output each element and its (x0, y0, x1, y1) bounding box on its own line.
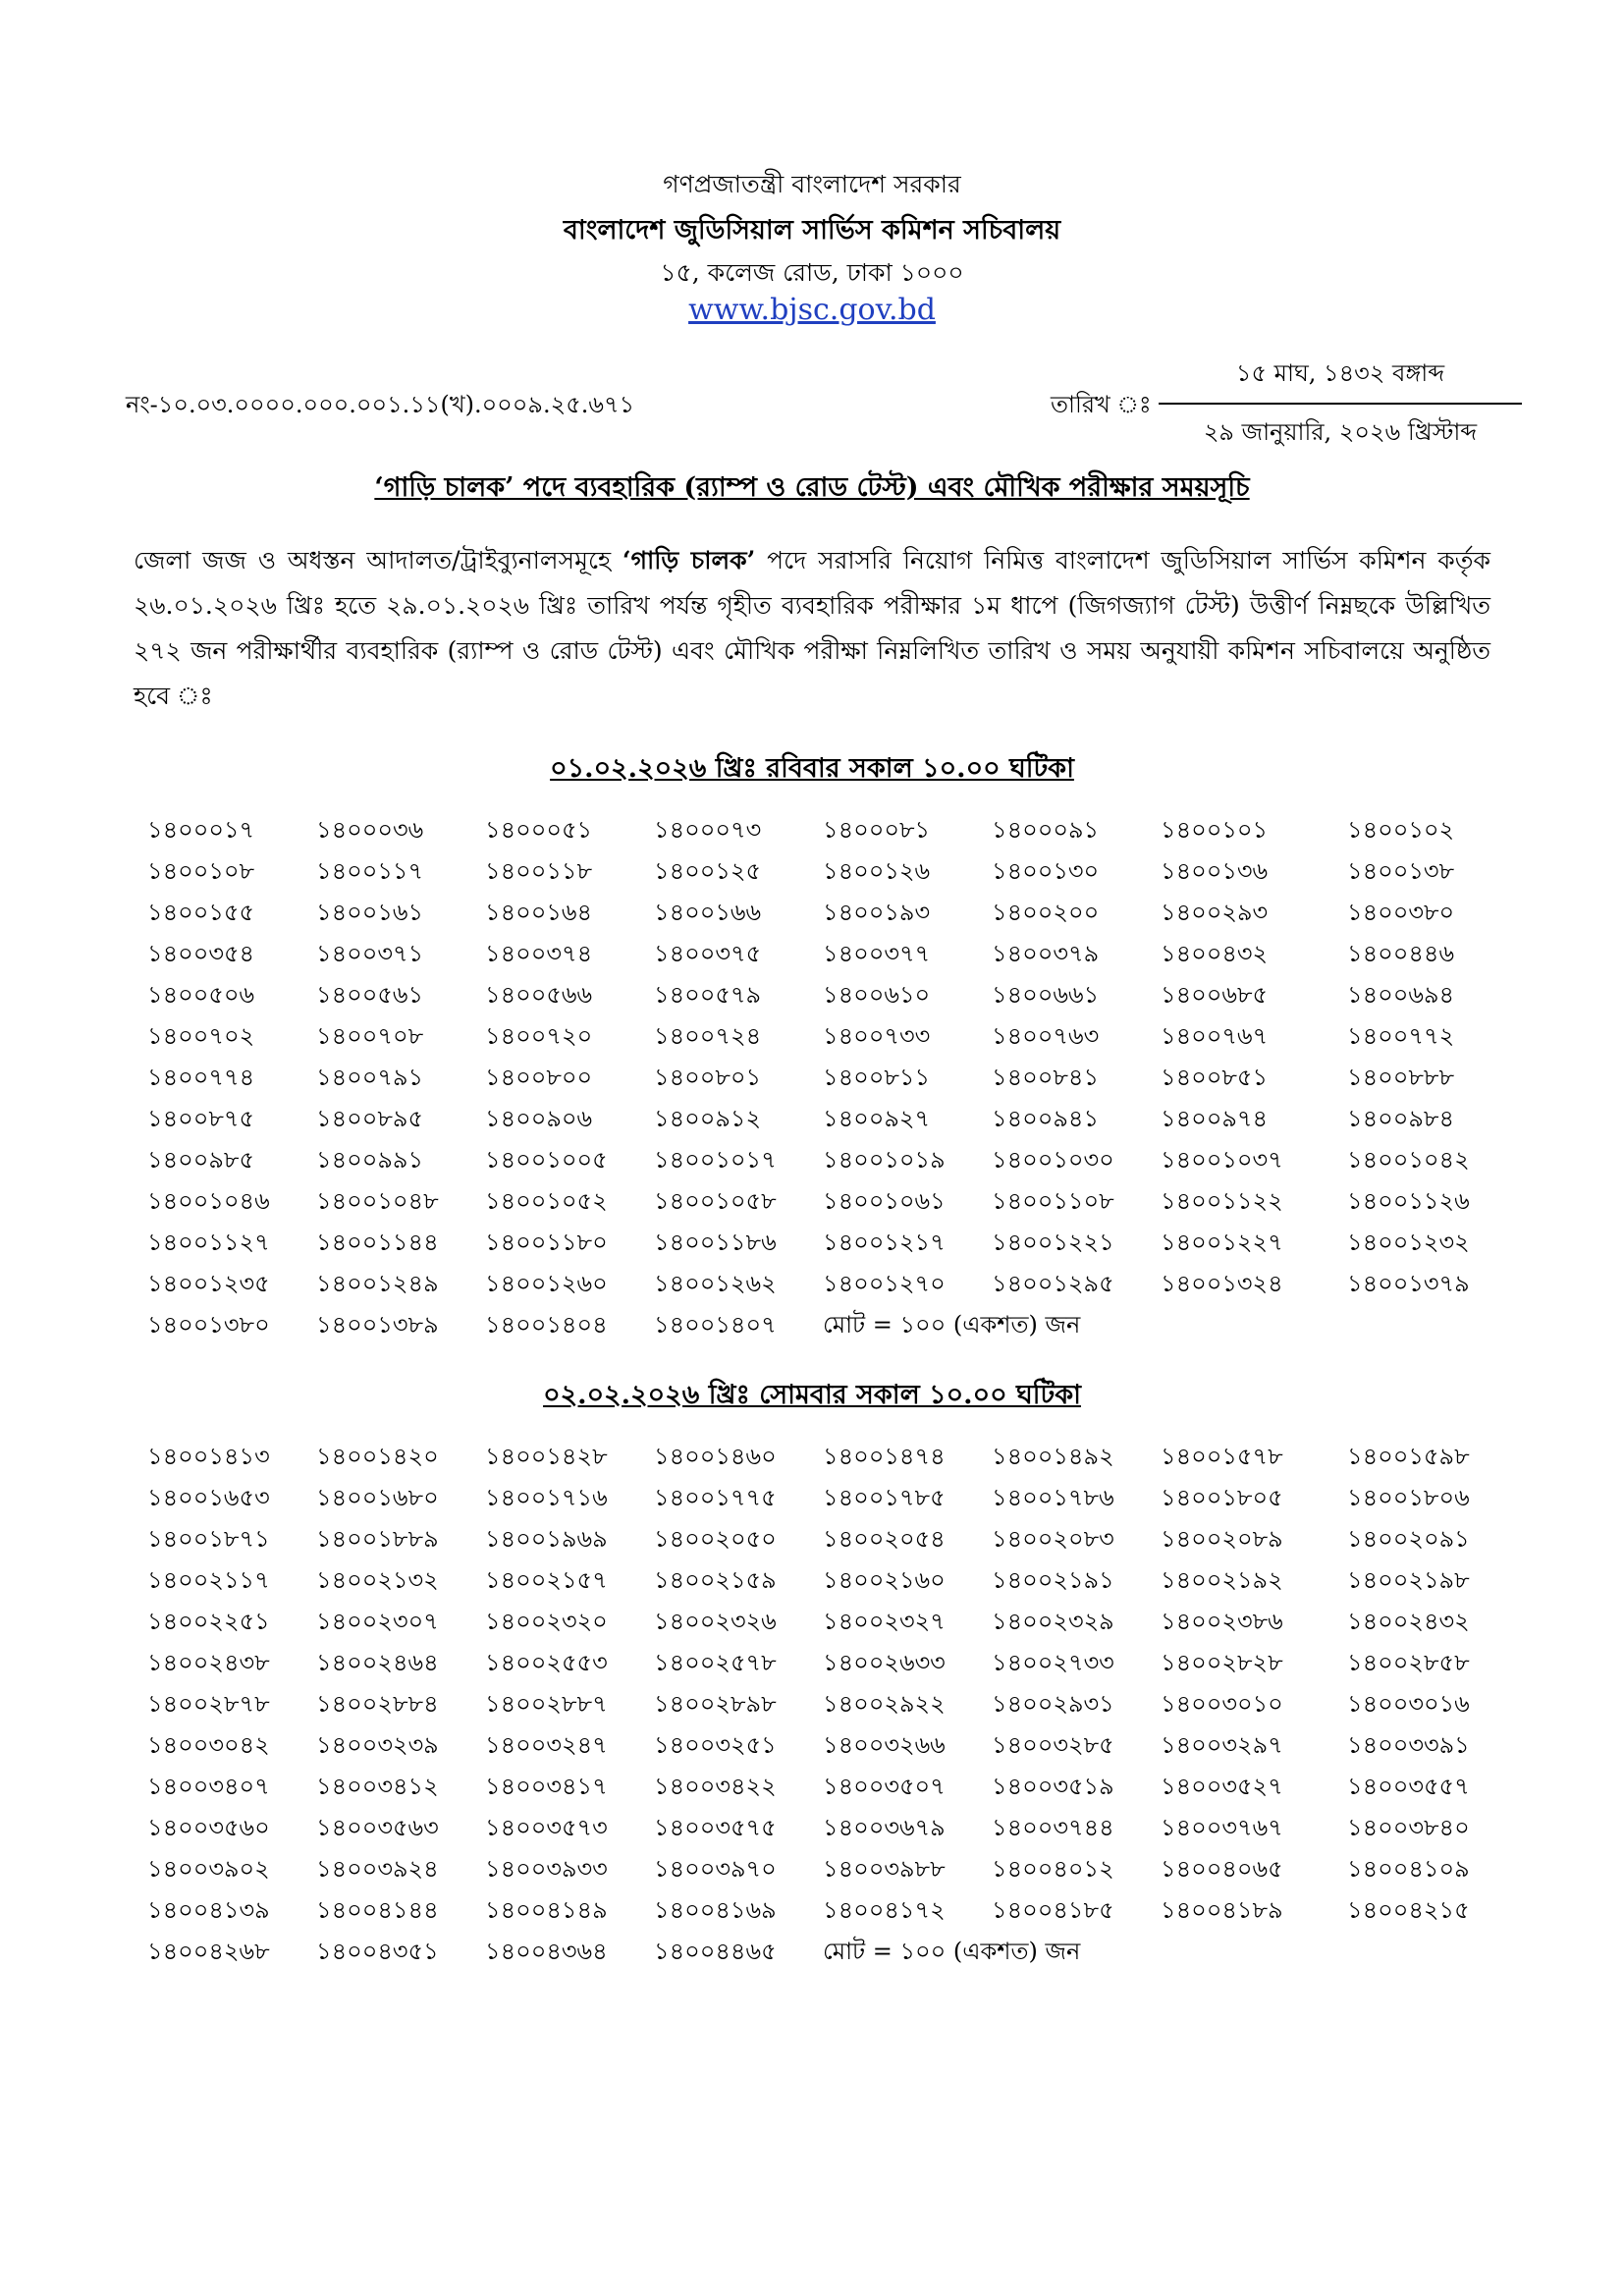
roll-number: ১৪০০৯৮৪ (1347, 1105, 1455, 1132)
roll-number: ১৪০০৪০১২ (992, 1855, 1114, 1883)
roll-number: ১৪০০৩৫৫৭ (1347, 1773, 1470, 1800)
roll-number: ১৪০০৭৯১ (316, 1064, 424, 1091)
roll-number: ১৪০০১০২ (1347, 816, 1455, 844)
memo-number: নং-১০.০৩.০০০০.০০০.০০১.১১(খ).০০০৯.২৫.৬৭১ (126, 391, 635, 418)
roll-row (147, 811, 1502, 852)
roll-number: ১৪০০০৭৩ (654, 816, 762, 844)
notice-title-wrap (0, 467, 1624, 512)
roll-number: ১৪০০১৬১ (316, 899, 424, 926)
roll-number: ১৪০০৮৫১ (1161, 1064, 1269, 1091)
roll-number: ১৪০০১২৬ (823, 857, 931, 885)
roll-number: ১৪০০৩৯২৪ (316, 1855, 439, 1883)
roll-number: ১৪০০৪৪৬ (1347, 940, 1455, 967)
roll-number: ১৪০০২৩০৭ (316, 1608, 439, 1635)
roll-row (147, 1644, 1502, 1685)
roll-number: ১৪০০৭৭২ (1347, 1022, 1455, 1050)
roll-number: ১৪০০২১৬০ (823, 1566, 946, 1594)
roll-row (147, 1603, 1502, 1644)
roll-number: ১৪০০১১৭ (316, 857, 424, 885)
roll-number: ১৪০০১০৫২ (485, 1187, 608, 1215)
roll-number: ১৪০০১১৪৪ (316, 1229, 439, 1256)
roll-number: ১৪০০৪১০৯ (1347, 1855, 1470, 1883)
roll-row (147, 1265, 1502, 1306)
roll-number: ১৪০০১৮০৫ (1161, 1484, 1283, 1511)
roll-number: ১৪০০১৪১৩ (147, 1443, 270, 1470)
roll-number: ১৪০০০৮১ (823, 816, 931, 844)
roll-number: ১৪০০৭০৮ (316, 1022, 424, 1050)
roll-number: ১৪০০২৩২৬ (654, 1608, 777, 1635)
roll-number: ১৪০০৭৬৭ (1161, 1022, 1269, 1050)
roll-row (147, 1561, 1502, 1603)
roll-number: ১৪০০৮৭৫ (147, 1105, 255, 1132)
roll-number: ১৪০০০৫১ (485, 816, 593, 844)
roll-number: ১৪০০১৯৩ (823, 899, 931, 926)
paragraph-part1: জেলা জজ ও অধস্তন আদালত/ট্রাইব্যুনালসমূহে (134, 546, 623, 574)
roll-number: ১৪০০১০০৫ (485, 1146, 608, 1174)
roll-number: ১৪০০২৫৭৮ (654, 1649, 777, 1676)
roll-number: ১৪০০১৮৭১ (147, 1525, 270, 1553)
roll-number: ১৪০০২০৯১ (1347, 1525, 1470, 1553)
roll-number: ১৪০০৩৪২২ (654, 1773, 777, 1800)
roll-number: ১৪০০৪১৬৯ (654, 1896, 777, 1924)
roll-number: ১৪০০৩৯৩৩ (485, 1855, 608, 1883)
roll-number: ১৪০০২৬৩৩ (823, 1649, 946, 1676)
date-english: ২৯ জানুয়ারি, ২০২৬ খ্রিস্টাব্দ (1203, 418, 1478, 446)
roll-number: ১৪০০৪৩৬৪ (485, 1938, 608, 1965)
roll-row (147, 1306, 1502, 1347)
website-link[interactable]: www.bjsc.gov.bd (688, 293, 936, 327)
roll-number: ১৪০০১২৭০ (823, 1270, 946, 1297)
roll-number: ১৪০০১৪০৪ (485, 1311, 608, 1339)
roll-number: ১৪০০১২৩৫ (147, 1270, 270, 1297)
roll-number: ১৪০০১০১৭ (654, 1146, 777, 1174)
session-2-heading: ০২.০২.২০২৬ খ্রিঃ সোমবার সকাল ১০.০০ ঘটিকা (543, 1380, 1081, 1410)
roll-row (147, 1479, 1502, 1520)
roll-number: ১৪০০১১৮ (485, 857, 593, 885)
roll-number: ১৪০০১২২৭ (1161, 1229, 1283, 1256)
roll-number: ১৪০০২৮৫৮ (1347, 1649, 1470, 1676)
roll-number: ১৪০০২৩২৯ (992, 1608, 1114, 1635)
session-2-roll-grid (147, 1438, 1502, 1974)
roll-number: ১৪০০২২৫১ (147, 1608, 270, 1635)
roll-number: ১৪০০৬৯৪ (1347, 981, 1455, 1009)
roll-number: ১৪০০১৪২৮ (485, 1443, 608, 1470)
roll-row (147, 1891, 1502, 1933)
roll-number: ১৪০০১৩২৪ (1161, 1270, 1283, 1297)
roll-number: ১৪০০৩২৫১ (654, 1731, 777, 1759)
roll-number: ১৪০০৫৬১ (316, 981, 424, 1009)
roll-row (147, 852, 1502, 894)
roll-row (147, 1017, 1502, 1059)
roll-number: ১৪০০৫৭৯ (654, 981, 762, 1009)
session-total: মোট = ১০০ (একশত) জন (823, 1311, 1081, 1339)
roll-row (147, 1768, 1502, 1809)
roll-number: ১৪০০০১৭ (147, 816, 255, 844)
roll-number: ১৪০০২৮৮৭ (485, 1690, 608, 1718)
roll-number: ১৪০০২০৮৩ (992, 1525, 1114, 1553)
roll-number: ১৪০০৯৮৫ (147, 1146, 255, 1174)
roll-number: ১৪০০৬১০ (823, 981, 931, 1009)
roll-number: ১৪০০৭২০ (485, 1022, 593, 1050)
roll-number: ১৪০০০৯১ (992, 816, 1100, 844)
roll-number: ১৪০০২৮৯৮ (654, 1690, 777, 1718)
roll-number: ১৪০০৩৪০৭ (147, 1773, 270, 1800)
roll-number: ১৪০০১০৪২ (1347, 1146, 1470, 1174)
roll-number: ১৪০০৩৩৯১ (1347, 1731, 1470, 1759)
roll-number: ১৪০০২০৫০ (654, 1525, 777, 1553)
roll-number: ১৪০০৩০১৬ (1347, 1690, 1470, 1718)
roll-number: ১৪০০৩৭৫ (654, 940, 762, 967)
roll-row (147, 1100, 1502, 1141)
roll-number: ১৪০০৩৫৪ (147, 940, 255, 967)
roll-number: ১৪০০৩৭৭ (823, 940, 931, 967)
roll-number: ১৪০০১০৬১ (823, 1187, 946, 1215)
roll-number: ১৪০০১৪০৭ (654, 1311, 777, 1339)
roll-number: ১৪০০১৭৭৫ (654, 1484, 777, 1511)
roll-number: ১৪০০১৩৬ (1161, 857, 1269, 885)
roll-number: ১৪০০৮৪১ (992, 1064, 1100, 1091)
roll-number: ১৪০০৯০৬ (485, 1105, 593, 1132)
date-bangla: ১৫ মাঘ, ১৪৩২ বঙ্গাব্দ (1159, 355, 1522, 405)
roll-number: ১৪০০৩০১০ (1161, 1690, 1283, 1718)
roll-number: ১৪০০৯৯১ (316, 1146, 424, 1174)
roll-row (147, 1685, 1502, 1726)
roll-number: ১৪০০৩৭৬৭ (1161, 1814, 1283, 1841)
session-1-roll-grid (147, 811, 1502, 1347)
roll-number: ১৪০০২৩২৭ (823, 1608, 946, 1635)
roll-number: ১৪০০১২২১ (992, 1229, 1114, 1256)
roll-number: ১৪০০১৮৮৯ (316, 1525, 439, 1553)
roll-number: ১৪০০১৩৭৯ (1347, 1270, 1470, 1297)
roll-number: ১৪০০৮৮৮ (1347, 1064, 1455, 1091)
roll-number: ১৪০০১৬৬ (654, 899, 762, 926)
roll-row (147, 1141, 1502, 1182)
roll-number: ১৪০০৩৭১ (316, 940, 424, 967)
roll-number: ১৪০০২০৫৪ (823, 1525, 946, 1553)
roll-number: ১৪০০১১০৮ (992, 1187, 1114, 1215)
roll-number: ১৪০০১০৩০ (992, 1146, 1114, 1174)
roll-number: ১৪০০১১২২ (1161, 1187, 1283, 1215)
roll-row (147, 894, 1502, 935)
roll-number: ১৪০০৩২৩৯ (316, 1731, 439, 1759)
roll-number: ১৪০০৪১৭২ (823, 1896, 946, 1924)
roll-number: ১৪০০৬৬১ (992, 981, 1100, 1009)
roll-row (147, 1809, 1502, 1850)
roll-number: ১৪০০৩৫৬৩ (316, 1814, 439, 1841)
roll-number: ১৪০০৭৩৩ (823, 1022, 931, 1050)
roll-number: ১৪০০১২৫ (654, 857, 762, 885)
roll-number: ১৪০০১৬৫৩ (147, 1484, 270, 1511)
roll-row (147, 976, 1502, 1017)
roll-number: ১৪০০৮১১ (823, 1064, 931, 1091)
roll-number: ১৪০০১৭৮৬ (992, 1484, 1114, 1511)
roll-number: ১৪০০১১৮০ (485, 1229, 608, 1256)
roll-row (147, 935, 1502, 976)
roll-number: ১৪০০১৩৮ (1347, 857, 1455, 885)
roll-number: ১৪০০২৮২৮ (1161, 1649, 1283, 1676)
roll-number: ১৪০০০৩৬ (316, 816, 424, 844)
roll-number: ১৪০০৩৬৭৯ (823, 1814, 946, 1841)
roll-number: ১৪০০২৪৬৪ (316, 1649, 439, 1676)
roll-number: ১৪০০১০৫৮ (654, 1187, 777, 1215)
roll-number: ১৪০০২৪৩২ (1347, 1608, 1470, 1635)
roll-number: ১৪০০৪৪৬৫ (654, 1938, 777, 1965)
roll-number: ১৪০০৭০২ (147, 1022, 255, 1050)
roll-row (147, 1520, 1502, 1561)
office-address: ১৫, কলেজ রোড, ঢাকা ১০০০ (660, 258, 964, 287)
roll-number: ১৪০০১৫৭৮ (1161, 1443, 1283, 1470)
roll-number: ১৪০০৩৪১৭ (485, 1773, 608, 1800)
roll-number: ১৪০০৪২৬৮ (147, 1938, 270, 1965)
roll-number: ১৪০০১৫৯৮ (1347, 1443, 1470, 1470)
roll-number: ১৪০০৮০১ (654, 1064, 762, 1091)
roll-number: ১৪০০১২৪৯ (316, 1270, 439, 1297)
roll-row (147, 1933, 1502, 1974)
roll-number: ১৪০০২৯৩ (1161, 899, 1269, 926)
roll-number: ১৪০০৩৯০২ (147, 1855, 270, 1883)
website-link-wrap (0, 293, 1624, 327)
roll-number: ১৪০০১২৩২ (1347, 1229, 1470, 1256)
roll-number: ১৪০০৩৭৪৪ (992, 1814, 1114, 1841)
roll-number: ১৪০০৩২৪৭ (485, 1731, 608, 1759)
roll-number: ১৪০০৯৭৪ (1161, 1105, 1269, 1132)
roll-number: ১৪০০৩৭৯ (992, 940, 1100, 967)
roll-number: ১৪০০২৫৫৩ (485, 1649, 608, 1676)
roll-number: ১৪০০১৭৮৫ (823, 1484, 946, 1511)
roll-number: ১৪০০৩৯৭০ (654, 1855, 777, 1883)
paragraph-post-name: ‘গাড়ি চালক’ (622, 546, 756, 574)
roll-number: ১৪০০৩৮৪০ (1347, 1814, 1470, 1841)
roll-number: ১৪০০১২৯৫ (992, 1270, 1114, 1297)
roll-number: ১৪০০৩২৮৫ (992, 1731, 1114, 1759)
notice-paragraph (134, 538, 1490, 719)
roll-number: ১৪০০১৩০ (992, 857, 1100, 885)
roll-number: ১৪০০১৬৪ (485, 899, 593, 926)
roll-number: ১৪০০৩৭৪ (485, 940, 593, 967)
roll-number: ১৪০০৩৫৭৫ (654, 1814, 777, 1841)
roll-number: ১৪০০১০৩৭ (1161, 1146, 1283, 1174)
roll-number: ১৪০০১৪৭৪ (823, 1443, 946, 1470)
roll-number: ১৪০০২৮৭৮ (147, 1690, 270, 1718)
roll-number: ১৪০০৩৯৮৮ (823, 1855, 946, 1883)
roll-row (147, 1224, 1502, 1265)
roll-number: ১৪০০১৬৮০ (316, 1484, 439, 1511)
roll-number: ১৪০০৪২১৫ (1347, 1896, 1470, 1924)
roll-number: ১৪০০৩৫২৭ (1161, 1773, 1283, 1800)
roll-number: ১৪০০১৩৮০ (147, 1311, 270, 1339)
roll-number: ১৪০০৭৭৪ (147, 1064, 255, 1091)
roll-number: ১৪০০১০১ (1161, 816, 1269, 844)
roll-number: ১৪০০১১৮৬ (654, 1229, 777, 1256)
roll-number: ১৪০০১৫৫ (147, 899, 255, 926)
roll-number: ১৪০০১৪২০ (316, 1443, 439, 1470)
roll-number: ১৪০০৪৩৫১ (316, 1938, 439, 1965)
roll-number: ১৪০০২৩৮৬ (1161, 1608, 1283, 1635)
roll-number: ১৪০০২১৩২ (316, 1566, 439, 1594)
roll-number: ১৪০০২৯৩১ (992, 1690, 1114, 1718)
roll-number: ১৪০০৪১৮৫ (992, 1896, 1114, 1924)
roll-number: ১৪০০১০১৯ (823, 1146, 946, 1174)
roll-number: ১৪০০৩৫০৭ (823, 1773, 946, 1800)
roll-number: ১৪০০৯২৭ (823, 1105, 931, 1132)
roll-number: ১৪০০৮০০ (485, 1064, 593, 1091)
roll-number: ১৪০০২৭৩৩ (992, 1649, 1114, 1676)
roll-number: ১৪০০৮৯৫ (316, 1105, 424, 1132)
roll-number: ১৪০০২১১৭ (147, 1566, 270, 1594)
roll-number: ১৪০০১২৬২ (654, 1270, 777, 1297)
roll-number: ১৪০০৪১৪৯ (485, 1896, 608, 1924)
roll-number: ১৪০০৩২৬৬ (823, 1731, 946, 1759)
roll-number: ১৪০০৪০৬৫ (1161, 1855, 1283, 1883)
roll-number: ১৪০০২৯২২ (823, 1690, 946, 1718)
roll-number: ১৪০০৭২৪ (654, 1022, 762, 1050)
roll-number: ১৪০০২৮৮৪ (316, 1690, 439, 1718)
roll-number: ১৪০০১২১৭ (823, 1229, 946, 1256)
paragraph-part2: পদে সরাসরি নিয়োগ নিমিত্ত বাংলাদেশ জুডিসিয়াল সার্ভিস কমিশন কর্তৃক ২৬.০১.২০২৬ খ্রিঃ হতে ২৯.০১.২০২৬ খ্রিঃ তারিখ পর্যন্ত গৃহীত ব্যবহারিক পরীক্ষার ১ম ধাপে (জিগজ্যাগ টেস্ট) উত্তীর্ণ নিম্নছকে উল্লিখিত ২৭২ জন পরীক্ষার্থীর ব্যবহারিক (র‌্যাম্প ও রোড টেস্ট) এবং মৌখিক পরীক্ষা নিম্নলিখিত তারিখ ও সময় অনুযায়ী কমিশন সচিবালয়ে অনুষ্ঠিত হবে ঃ (134, 546, 1491, 710)
roll-number: ১৪০০৯৪১ (992, 1105, 1100, 1132)
roll-number: ১৪০০২১৯২ (1161, 1566, 1283, 1594)
roll-number: ১৪০০২১৫৭ (485, 1566, 608, 1594)
roll-row (147, 1850, 1502, 1891)
roll-number: ১৪০০৩২৯৭ (1161, 1731, 1283, 1759)
roll-number: ১৪০০১৪৯২ (992, 1443, 1114, 1470)
roll-number: ১৪০০১৭১৬ (485, 1484, 608, 1511)
roll-number: ১৪০০১৯৬৯ (485, 1525, 608, 1553)
roll-number: ১৪০০১০৮ (147, 857, 255, 885)
roll-row (147, 1726, 1502, 1768)
roll-number: ১৪০০১০৪৬ (147, 1187, 270, 1215)
roll-number: ১৪০০৭৬৩ (992, 1022, 1100, 1050)
roll-number: ১৪০০১১২৬ (1347, 1187, 1470, 1215)
roll-number: ১৪০০২৩২০ (485, 1608, 608, 1635)
session-1-heading-wrap (0, 748, 1624, 793)
government-name: গণপ্রজাতন্ত্রী বাংলাদেশ সরকার (663, 170, 961, 198)
roll-number: ১৪০০২০৮৯ (1161, 1525, 1283, 1553)
roll-number: ১৪০০৪১৩৯ (147, 1896, 270, 1924)
roll-number: ১৪০০৩৫৬০ (147, 1814, 270, 1841)
notice-title: ‘গাড়ি চালক’ পদে ব্যবহারিক (র‌্যাম্প ও রোড টেস্ট) এবং মৌখিক পরীক্ষার সময়সূচি (374, 472, 1250, 503)
roll-row (147, 1182, 1502, 1224)
roll-number: ১৪০০২১৯৮ (1347, 1566, 1470, 1594)
roll-number: ১৪০০১৮০৬ (1347, 1484, 1470, 1511)
roll-number: ১৪০০৩৮০ (1347, 899, 1455, 926)
roll-number: ১৪০০১৩৮৯ (316, 1311, 439, 1339)
roll-number: ১৪০০৪১৪৪ (316, 1896, 439, 1924)
roll-row (147, 1438, 1502, 1479)
roll-number: ১৪০০৩৪১২ (316, 1773, 439, 1800)
roll-number: ১৪০০৪৩২ (1161, 940, 1269, 967)
roll-number: ১৪০০১১২৭ (147, 1229, 270, 1256)
roll-number: ১৪০০১৪৬০ (654, 1443, 777, 1470)
roll-number: ১৪০০৩৫১৯ (992, 1773, 1114, 1800)
roll-number: ১৪০০৪১৮৯ (1161, 1896, 1283, 1924)
roll-number: ১৪০০৩৫৭৩ (485, 1814, 608, 1841)
roll-number: ১৪০০৬৮৫ (1161, 981, 1269, 1009)
roll-number: ১৪০০৯১২ (654, 1105, 762, 1132)
session-1-heading: ০১.০২.২০২৬ খ্রিঃ রবিবার সকাল ১০.০০ ঘটিকা (550, 753, 1074, 784)
roll-number: ১৪০০১২৬০ (485, 1270, 608, 1297)
session-2-heading-wrap (0, 1375, 1624, 1419)
date-block (1159, 355, 1522, 454)
roll-number: ১৪০০৩০৪২ (147, 1731, 270, 1759)
roll-number: ১৪০০২০০ (992, 899, 1100, 926)
office-name: বাংলাদেশ জুডিসিয়াল সার্ভিস কমিশন সচিবালয় (563, 215, 1061, 246)
roll-number: ১৪০০২৪৩৮ (147, 1649, 270, 1676)
date-label: তারিখ ঃ (1051, 391, 1152, 418)
roll-number: ১৪০০২১৯১ (992, 1566, 1114, 1594)
roll-number: ১৪০০৫০৬ (147, 981, 255, 1009)
roll-number: ১৪০০২১৫৯ (654, 1566, 777, 1594)
roll-number: ১৪০০৫৬৬ (485, 981, 593, 1009)
roll-row (147, 1059, 1502, 1100)
roll-number: ১৪০০১০৪৮ (316, 1187, 439, 1215)
session-total: মোট = ১০০ (একশত) জন (823, 1938, 1081, 1965)
